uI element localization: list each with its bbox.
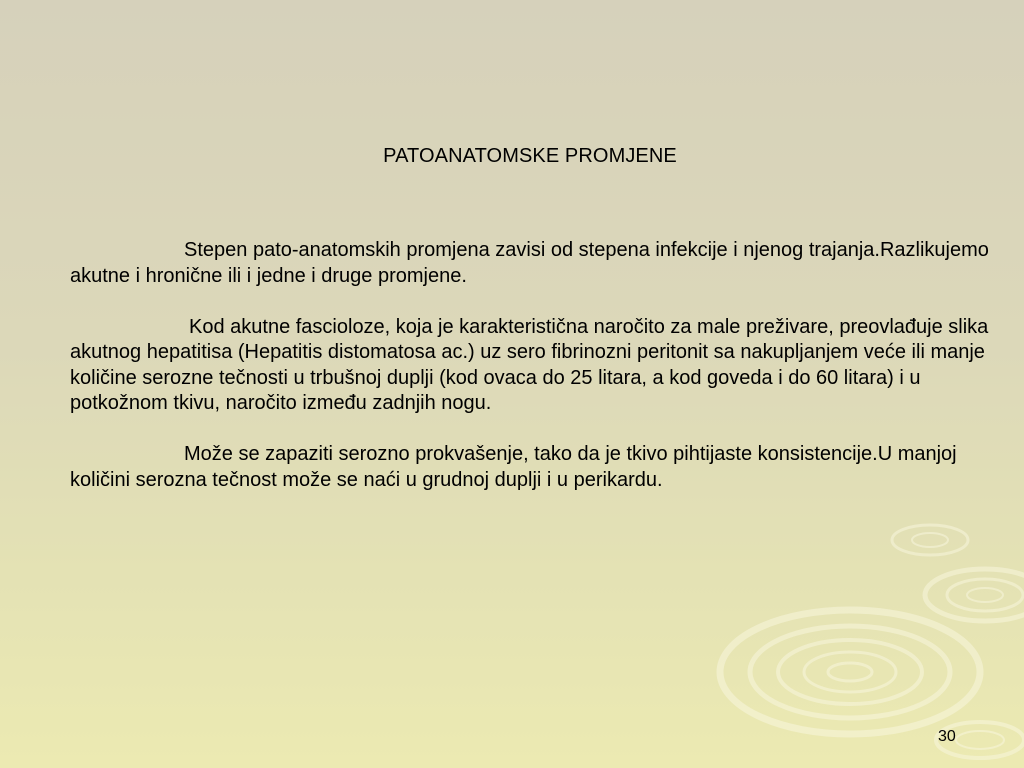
paragraph-acute-fasciolosis: Kod akutne fascioloze, koja je karakteristična naročito za male preživare, preovlađuje slika akutnog hepatitisa (Hepatitis distomatosa ac.) uz sero fibrinozni peritonit sa nakupljanjem veće ili manje količine serozne tečnosti u trbušnoj duplji (kod ovaca do 25 litara, a kod goveda i do 60 litara) i u potkožnom tkivu, naročito između zadnjih nogu. [70, 315, 989, 414]
paragraph-duration: Stepen pato-anatomskih promjena zavisi od stepena infekcije i njenog trajanja.Razlikujemo akutne i hronične ili i jedne i druge promjene. [70, 239, 989, 287]
slide-number: 30 [938, 728, 956, 745]
paragraph-serous-soaking: Može se zapaziti serozno prokvašenje, tako da je tkivo pihtijaste konsistencije.U manjoj količini serozna tečnost može se naći u grudnoj duplji i u perikardu. [70, 443, 957, 491]
slide-title: PATOANATOMSKE PROMJENE [383, 145, 677, 167]
slide-body [70, 238, 990, 519]
